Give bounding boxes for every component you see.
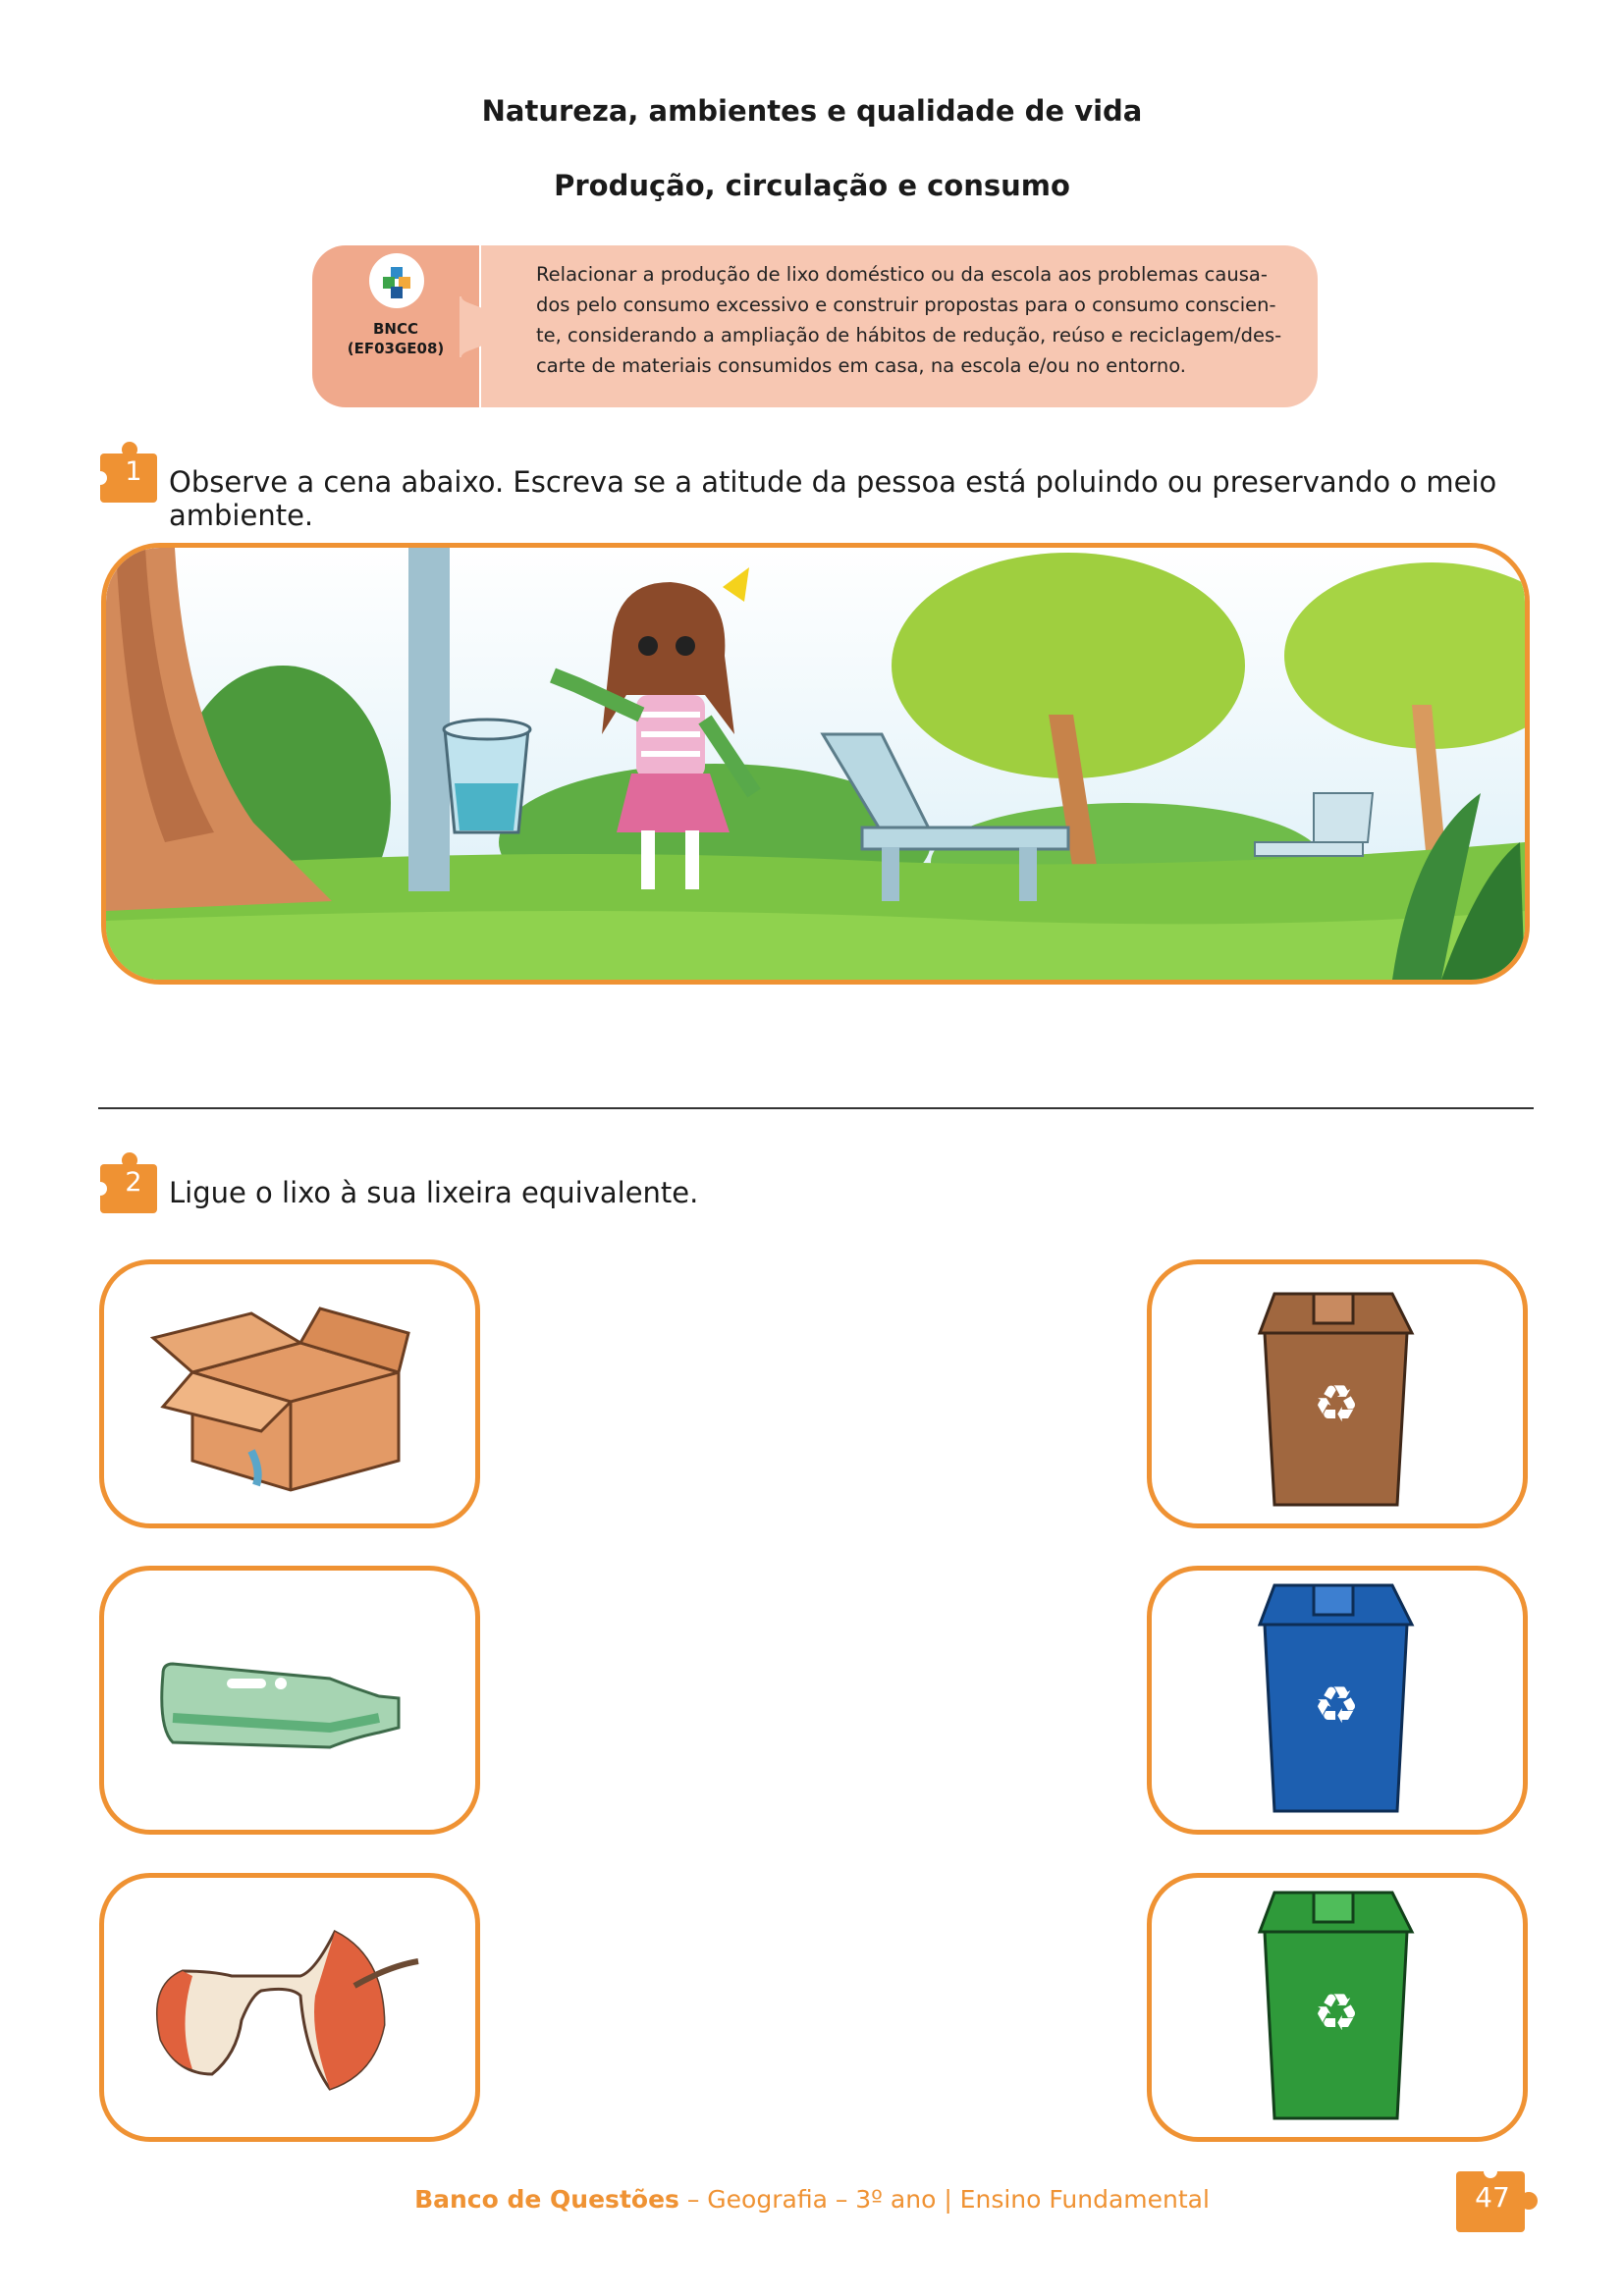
question-2-text: Ligue o lixo à sua lixeira equivalente.	[169, 1176, 699, 1209]
brown-recycle-bin-icon	[1152, 1264, 1523, 1523]
bncc-description	[536, 259, 1302, 381]
park-scene-illustration	[101, 543, 1530, 985]
bin-card-brown[interactable]	[1147, 1259, 1528, 1528]
trash-card-apple-core[interactable]	[99, 1873, 480, 2142]
bncc-code: (EF03GE08)	[347, 340, 445, 357]
question-number: 1	[125, 456, 142, 487]
bncc-line: carte de materiais consumidos em casa, na escola e/ou no entorno.	[536, 354, 1187, 377]
question-1-text: Observe a cena abaixo. Escreva se a atitude da pessoa está poluindo ou preservando o meio ambiente.	[169, 465, 1497, 532]
footer	[0, 2185, 1624, 2214]
bncc-box	[312, 245, 1318, 407]
footer-bold: Banco de Questões	[414, 2185, 679, 2214]
bncc-line: Relacionar a produção de lixo doméstico ou da escola aos problemas causa-	[536, 263, 1268, 286]
bncc-logo-icon	[369, 253, 424, 308]
answer-line[interactable]	[98, 1107, 1534, 1109]
page-subtitle: Produção, circulação e consumo	[554, 169, 1070, 202]
footer-rest: – Geografia – 3º ano | Ensino Fundamental	[678, 2185, 1210, 2214]
page-title: Natureza, ambientes e qualidade de vida	[481, 94, 1143, 128]
bncc-line: dos pelo consumo excessivo e construir propostas para o consumo conscien-	[536, 294, 1276, 316]
trash-card-glass-bottle[interactable]	[99, 1566, 480, 1835]
bin-card-blue[interactable]	[1147, 1566, 1528, 1835]
bncc-label: BNCC	[372, 320, 418, 338]
cardboard-box-icon	[104, 1264, 475, 1523]
recycle-icon: ♻	[1313, 1984, 1360, 2043]
recycle-icon: ♻	[1313, 1677, 1360, 1735]
bin-card-green[interactable]	[1147, 1873, 1528, 2142]
page-number: 47	[1475, 2181, 1510, 2214]
apple-core-icon	[104, 1878, 475, 2137]
blue-recycle-bin-icon	[1152, 1571, 1523, 1830]
green-recycle-bin-icon	[1152, 1878, 1523, 2137]
recycle-icon: ♻	[1313, 1375, 1360, 1434]
trash-card-cardboard[interactable]	[99, 1259, 480, 1528]
question-number: 2	[125, 1167, 142, 1198]
bncc-line: te, considerando a ampliação de hábitos de redução, reúso e reciclagem/des-	[536, 324, 1282, 347]
glass-bottle-icon	[104, 1571, 475, 1830]
